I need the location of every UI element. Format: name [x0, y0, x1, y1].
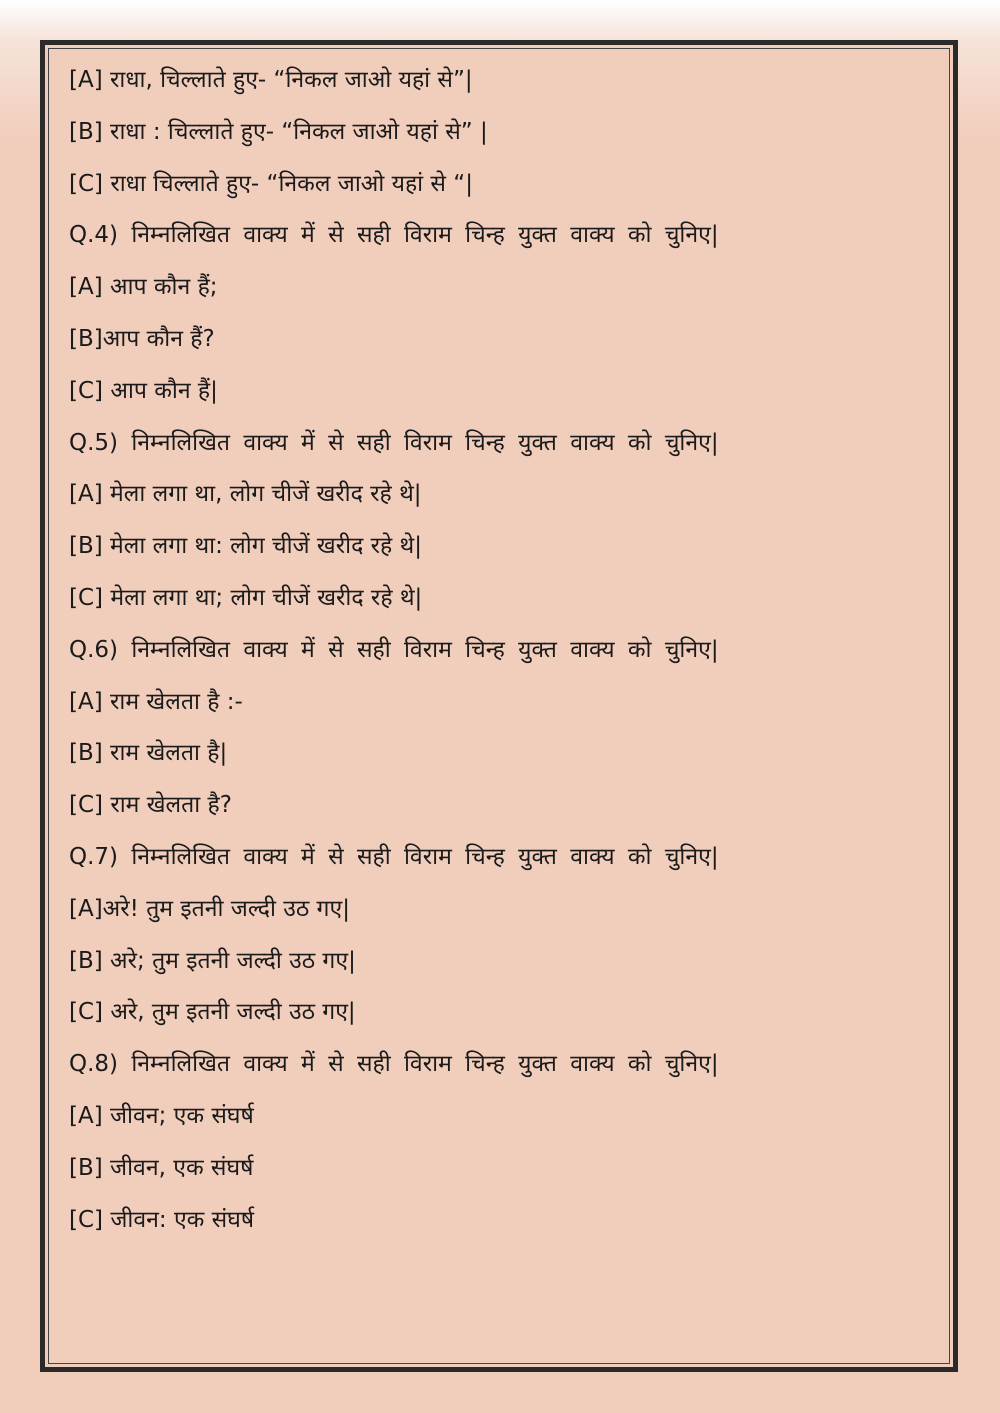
option-q8-b: [B] जीवन, एक संघर्ष: [69, 1154, 254, 1181]
worksheet-content: [69, 55, 937, 1246]
page-border: [40, 40, 958, 1372]
option-q8-a: [A] जीवन; एक संघर्ष: [69, 1102, 254, 1129]
option-q3-a: [A] राधा, चिल्लाते हुए- “निकल जाओ यहां से”|: [69, 67, 473, 93]
option-q6-b: [B] राम खेलता है|: [69, 740, 228, 767]
option-q8-c: [C] जीवन: एक संघर्ष: [69, 1206, 255, 1233]
question-7: Q.7) निम्नलिखित वाक्य में से सही विराम चिन्ह युक्त वाक्य को चुनिए|: [69, 843, 719, 870]
option-q4-b: [B]आप कौन हैं?: [69, 325, 215, 352]
option-q7-b: [B] अरे; तुम इतनी जल्दी उठ गए|: [69, 947, 356, 974]
option-q4-a: [A] आप कौन हैं;: [69, 274, 218, 301]
option-q5-c: [C] मेला लगा था; लोग चीजें खरीद रहे थे|: [69, 584, 423, 611]
option-q7-c: [C] अरे, तुम इतनी जल्दी उठ गए|: [69, 999, 356, 1026]
question-5: Q.5) निम्नलिखित वाक्य में से सही विराम चिन्ह युक्त वाक्य को चुनिए|: [69, 429, 719, 456]
option-q6-c: [C] राम खेलता है?: [69, 792, 232, 819]
question-4: Q.4) निम्नलिखित वाक्य में से सही विराम चिन्ह युक्त वाक्य को चुनिए|: [69, 222, 719, 249]
option-q3-c: [C] राधा चिल्लाते हुए- “निकल जाओ यहां से “|: [69, 170, 473, 197]
inner-border: [48, 48, 950, 1364]
question-6: Q.6) निम्नलिखित वाक्य में से सही विराम चिन्ह युक्त वाक्य को चुनिए|: [69, 636, 719, 663]
option-q5-b: [B] मेला लगा था: लोग चीजें खरीद रहे थे|: [69, 533, 423, 560]
question-8: Q.8) निम्नलिखित वाक्य में से सही विराम चिन्ह युक्त वाक्य को चुनिए|: [69, 1051, 719, 1078]
option-q7-a: [A]अरे! तुम इतनी जल्दी उठ गए|: [69, 895, 350, 922]
option-q3-b: [B] राधा : चिल्लाते हुए- “निकल जाओ यहां से” |: [69, 118, 488, 145]
option-q5-a: [A] मेला लगा था, लोग चीजें खरीद रहे थे|: [69, 481, 422, 508]
option-q6-a: [A] राम खेलता है :-: [69, 688, 243, 715]
option-q4-c: [C] आप कौन हैं|: [69, 377, 218, 404]
